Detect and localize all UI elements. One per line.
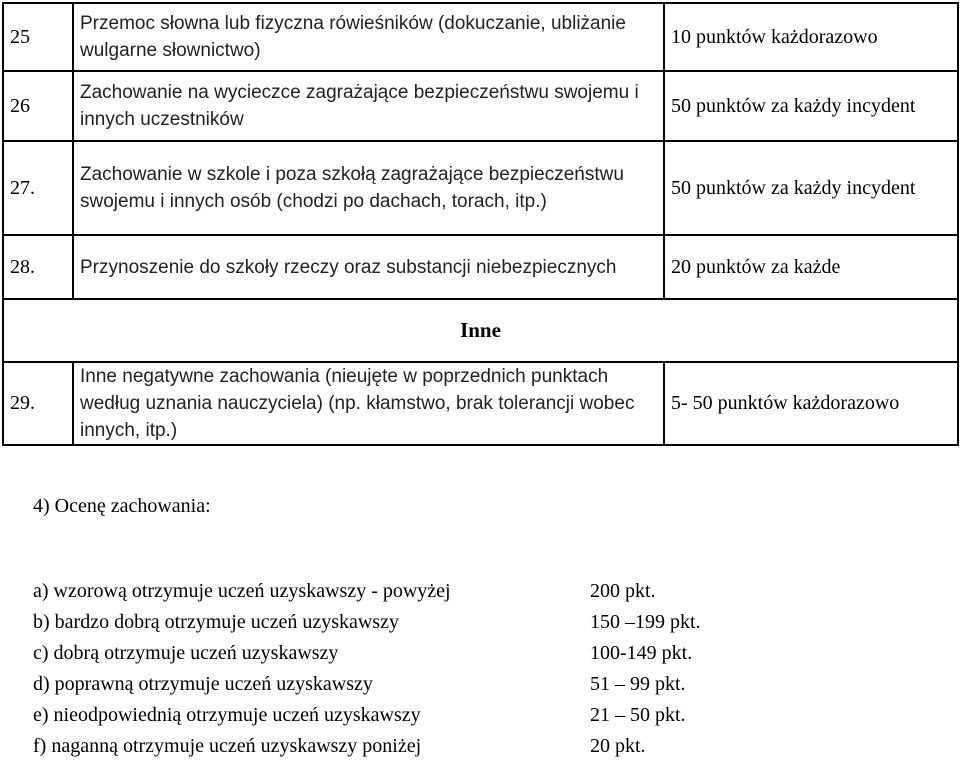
rule-number: 25 bbox=[3, 3, 73, 71]
table-row bbox=[3, 235, 958, 299]
grade-label: b) bardzo dobrą otrzymuje uczeń uzyskawszy bbox=[33, 611, 399, 633]
table-row bbox=[3, 141, 958, 235]
grading-heading: 4) Ocenę zachowania: bbox=[33, 495, 211, 517]
grade-label: a) wzorową otrzymuje uczeń uzyskawszy - powyżej bbox=[33, 580, 451, 602]
grade-range: 100-149 pkt. bbox=[590, 642, 693, 664]
section-row bbox=[3, 299, 958, 362]
behavior-points-table bbox=[2, 2, 959, 446]
grade-range: 150 –199 pkt. bbox=[590, 611, 701, 633]
rule-points: 50 punktów za każdy incydent bbox=[664, 141, 958, 235]
grade-range: 21 – 50 pkt. bbox=[590, 704, 686, 726]
rule-description: Zachowanie w szkole i poza szkołą zagrażające bezpieczeństwu swojemu i innych osób (chodzi po dachach, torach, itp.) bbox=[73, 141, 664, 235]
rule-description: Inne negatywne zachowania (nieujęte w poprzednich punktach według uznania nauczyciela) (np. kłamstwo, brak tolerancji wobec innych, itp.) bbox=[73, 362, 664, 445]
rule-description: Zachowanie na wycieczce zagrażające bezpieczeństwu swojemu i innych uczestników bbox=[73, 71, 664, 141]
rule-description: Przynoszenie do szkoły rzeczy oraz substancji niebezpiecznych bbox=[73, 235, 664, 299]
grade-range: 20 pkt. bbox=[590, 735, 646, 757]
table-row bbox=[3, 71, 958, 141]
rule-points: 10 punktów każdorazowo bbox=[664, 3, 958, 71]
grade-label: c) dobrą otrzymuje uczeń uzyskawszy bbox=[33, 642, 339, 664]
rule-description: Przemoc słowna lub fizyczna rówieśników (dokuczanie, ubliżanie wulgarne słownictwo) bbox=[73, 3, 664, 71]
grade-range: 200 pkt. bbox=[590, 580, 656, 602]
rule-number: 28. bbox=[3, 235, 73, 299]
grade-label: d) poprawną otrzymuje uczeń uzyskawszy bbox=[33, 673, 373, 695]
rule-number: 27. bbox=[3, 141, 73, 235]
rule-points: 20 punktów za każde bbox=[664, 235, 958, 299]
rule-number: 26 bbox=[3, 71, 73, 141]
table-row bbox=[3, 3, 958, 71]
grade-range: 51 – 99 pkt. bbox=[590, 673, 686, 695]
grade-label: f) naganną otrzymuje uczeń uzyskawszy poniżej bbox=[33, 735, 422, 757]
rule-number: 29. bbox=[3, 362, 73, 445]
rule-points: 5- 50 punktów każdorazowo bbox=[664, 362, 958, 445]
table-row bbox=[3, 362, 958, 445]
grade-label: e) nieodpowiednią otrzymuje uczeń uzyskawszy bbox=[33, 704, 421, 726]
rule-points: 50 punktów za każdy incydent bbox=[664, 71, 958, 141]
section-title: Inne bbox=[3, 299, 958, 362]
